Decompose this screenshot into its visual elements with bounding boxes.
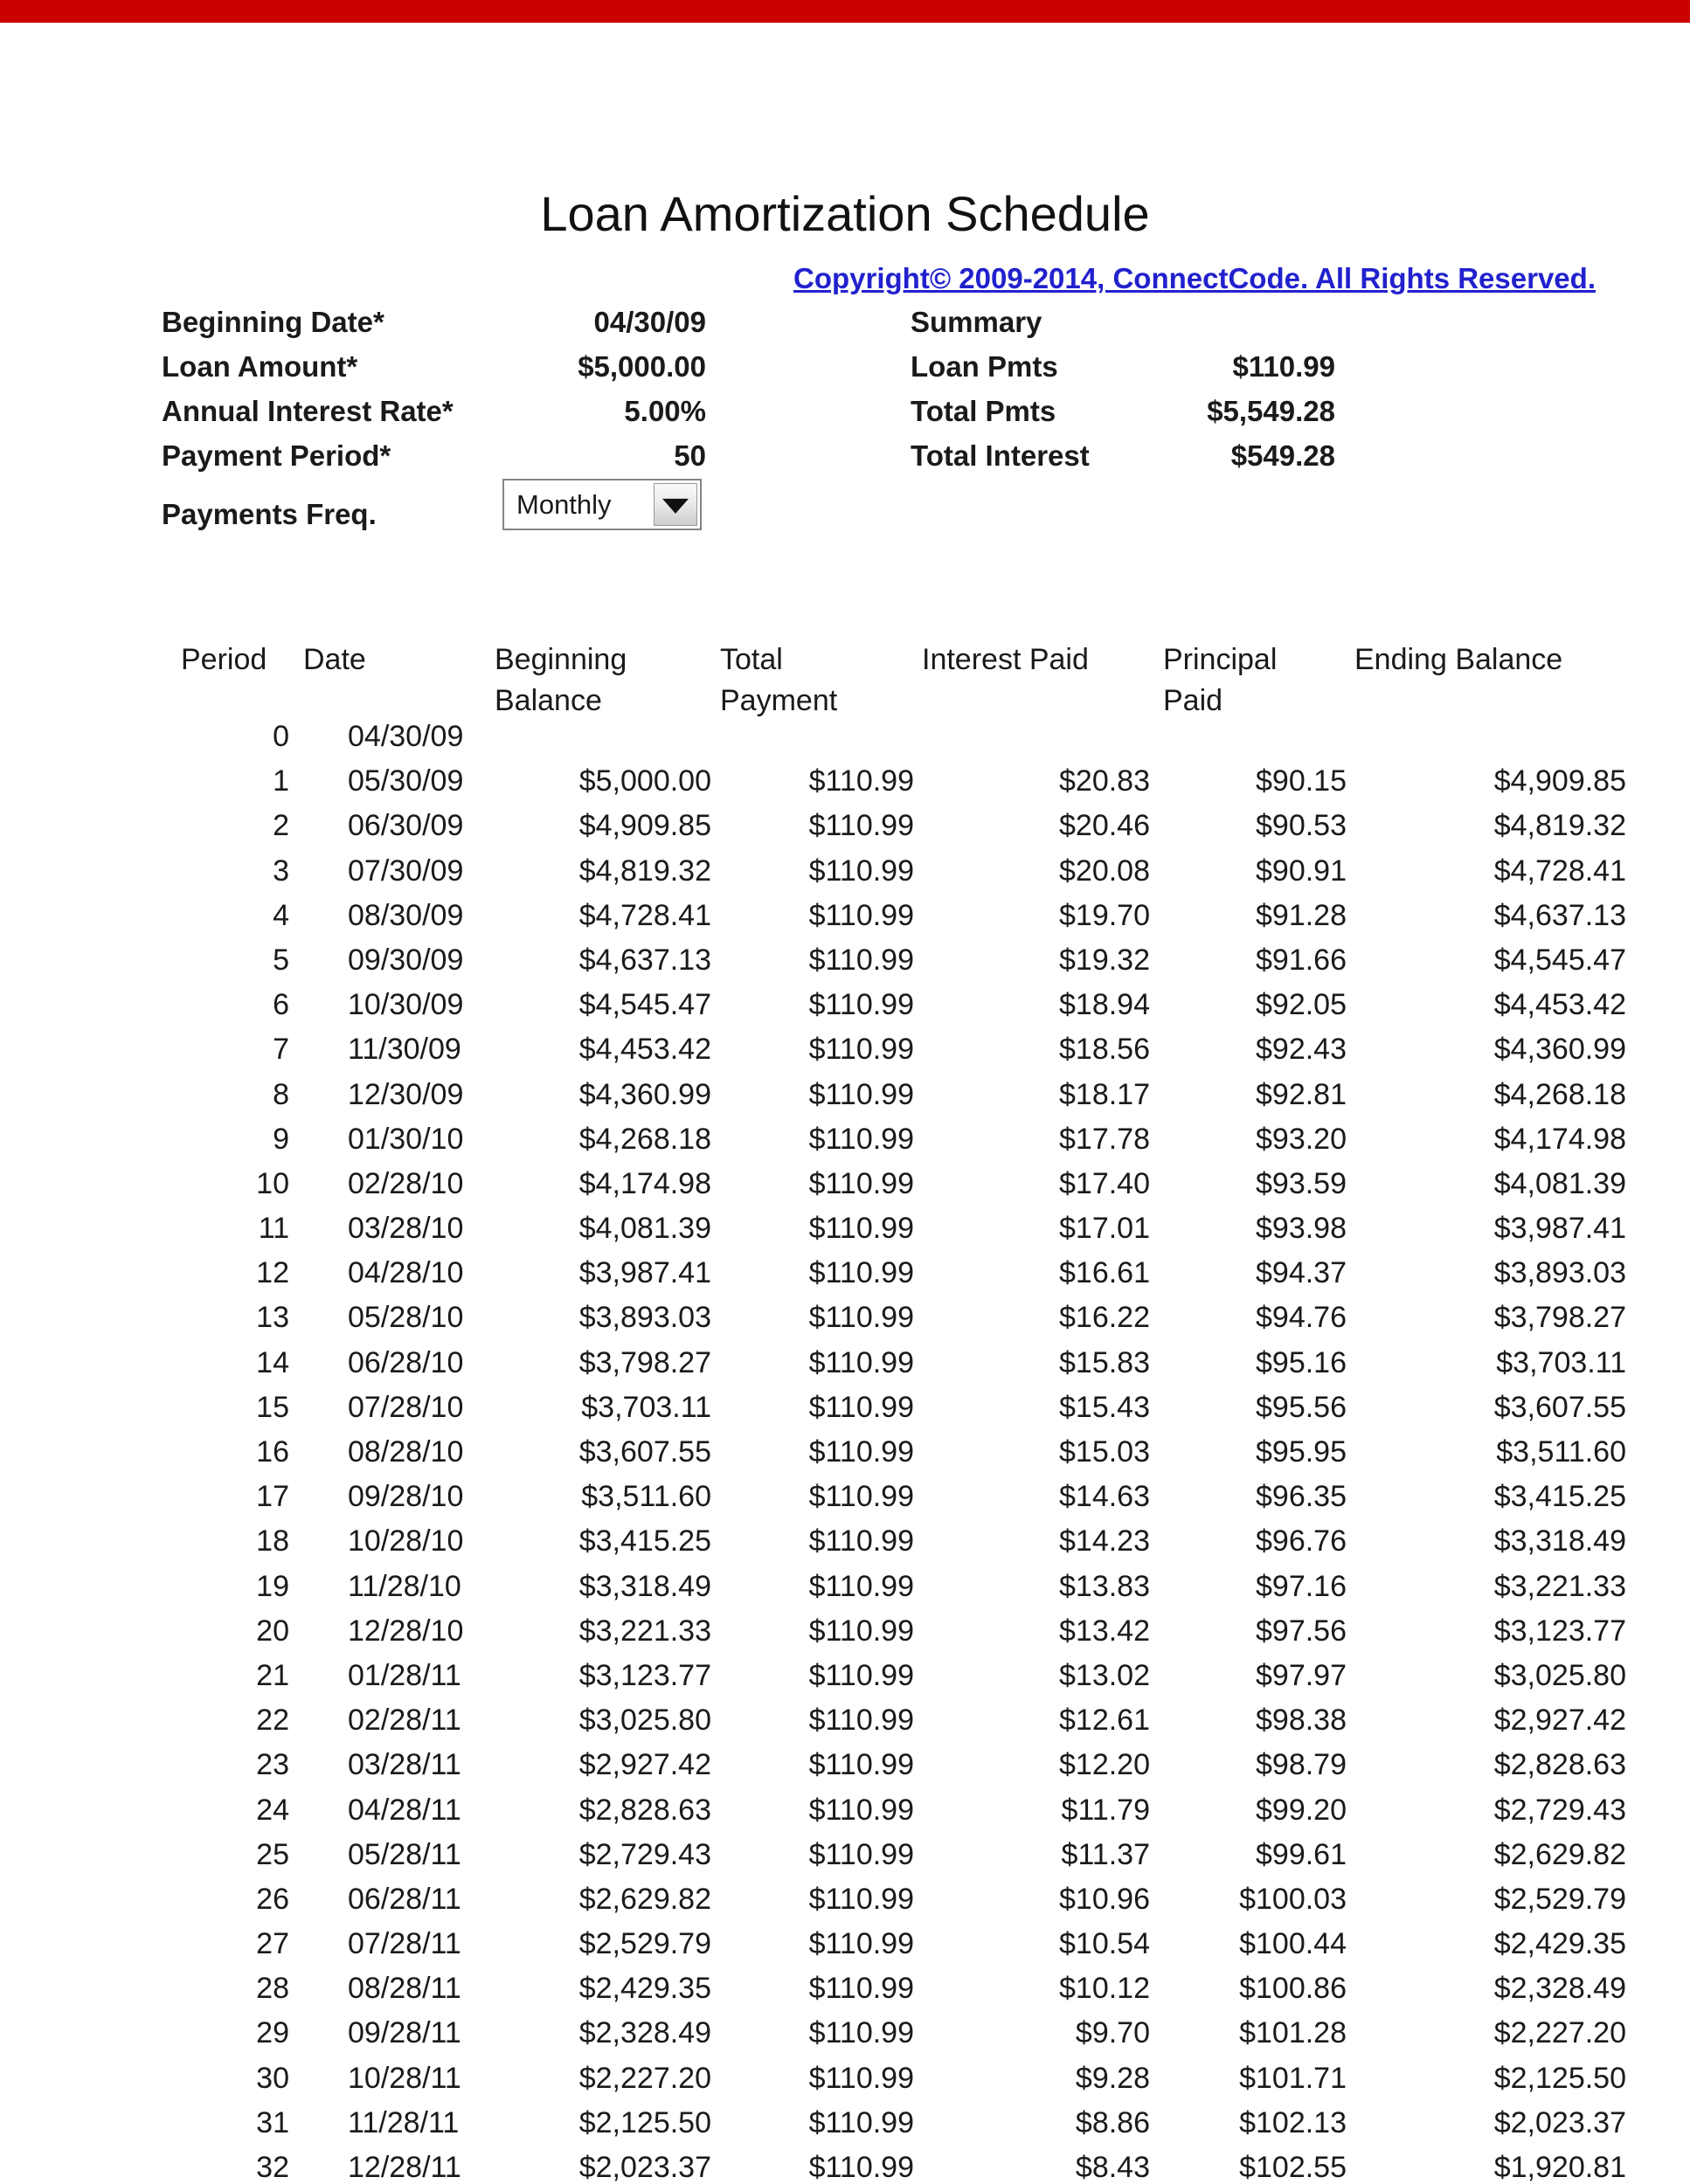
table-cell: $100.86 [1239, 1972, 1347, 2006]
table-cell: $8.86 [1075, 2105, 1150, 2139]
table-cell: $19.70 [1059, 898, 1150, 932]
table-cell: $4,360.99 [1493, 1033, 1626, 1067]
table-cell: $3,893.03 [578, 1301, 711, 1335]
table-cell: 11/28/10 [348, 1569, 461, 1603]
table-cell: $3,798.27 [578, 1345, 711, 1379]
table-cell: $3,987.41 [1493, 1212, 1626, 1246]
table-cell: 11/30/09 [348, 1033, 461, 1067]
table-cell: $4,081.39 [578, 1212, 711, 1246]
table-cell: $110.99 [808, 1212, 914, 1246]
table-row [0, 983, 1626, 1027]
table-cell: 9 [273, 1122, 289, 1156]
col-header-payment: Payment [720, 684, 838, 717]
annual-interest-rate-value[interactable]: 5.00% [624, 395, 706, 427]
page-title: Loan Amortization Schedule [540, 186, 1150, 241]
table-row [0, 1206, 1626, 1251]
table-row [0, 1833, 1626, 1877]
table-cell: $110.99 [808, 809, 914, 843]
table-cell: $3,607.55 [1493, 1390, 1626, 1424]
table-cell: 32 [256, 2151, 289, 2184]
table-row [0, 1519, 1626, 1564]
table-row [0, 1743, 1626, 1787]
total-pmts-label: Total Pmts [911, 395, 1056, 427]
table-cell: $16.22 [1059, 1301, 1150, 1335]
table-cell: $110.99 [808, 1166, 914, 1200]
col-header-paid: Paid [1163, 684, 1223, 717]
table-cell: $99.61 [1256, 1837, 1347, 1871]
table-cell: $3,318.49 [1493, 1524, 1626, 1559]
table-cell: 4 [273, 898, 289, 932]
table-cell: $4,819.32 [1493, 809, 1626, 843]
table-cell: $110.99 [808, 2061, 914, 2095]
table-cell: $3,025.80 [1493, 1658, 1626, 1692]
table-row [0, 1966, 1626, 2011]
table-cell: $12.20 [1059, 1748, 1150, 1782]
table-row [0, 1609, 1626, 1654]
table-cell: 03/28/11 [348, 1748, 461, 1782]
table-cell: $97.97 [1256, 1658, 1347, 1692]
table-cell: 11/28/11 [348, 2105, 460, 2139]
table-row [0, 2056, 1626, 2101]
table-cell: $9.28 [1075, 2061, 1150, 2095]
table-row [0, 1877, 1626, 1922]
table-cell: 07/30/09 [348, 854, 464, 888]
table-cell: $4,637.13 [1493, 898, 1626, 932]
table-cell: $95.56 [1256, 1390, 1347, 1424]
table-row [0, 1922, 1626, 1966]
table-cell: $110.99 [808, 764, 914, 798]
table-cell: $4,174.98 [1493, 1122, 1626, 1156]
table-cell: $2,023.37 [578, 2151, 711, 2184]
table-cell: 7 [273, 1033, 289, 1067]
table-row [0, 2146, 1626, 2184]
table-row [0, 849, 1626, 894]
table-cell: $18.56 [1059, 1033, 1150, 1067]
table-cell: $2,729.43 [578, 1837, 711, 1871]
table-cell: $9.70 [1075, 2016, 1150, 2050]
loan-amount-label: Loan Amount* [162, 350, 358, 383]
col-header-total: Total [720, 643, 783, 676]
table-cell: 01/28/11 [348, 1658, 461, 1692]
table-cell: 8 [273, 1077, 289, 1111]
table-cell: $98.38 [1256, 1704, 1347, 1738]
table-cell: $102.55 [1239, 2151, 1347, 2184]
table-cell: $91.28 [1256, 898, 1347, 932]
table-cell: $17.40 [1059, 1166, 1150, 1200]
table-cell: $2,227.20 [1493, 2016, 1626, 2050]
table-cell: $2,429.35 [578, 1972, 711, 2006]
table-cell: $110.99 [808, 898, 914, 932]
table-cell: $17.78 [1059, 1122, 1150, 1156]
table-cell: 12/30/09 [348, 1077, 464, 1111]
table-cell: 23 [256, 1748, 289, 1782]
table-cell: $99.20 [1256, 1793, 1347, 1827]
table-cell: $2,125.50 [1493, 2061, 1626, 2095]
payments-freq-label: Payments Freq. [162, 498, 377, 530]
payments-freq-dropdown[interactable] [502, 479, 702, 530]
col-header-ending-balance: Ending Balance [1354, 643, 1563, 676]
table-cell: $1,920.81 [1493, 2151, 1626, 2184]
table-cell: $2,828.63 [578, 1793, 711, 1827]
table-cell: 10 [256, 1166, 289, 1200]
loan-pmts-value: $110.99 [1232, 350, 1335, 383]
total-pmts-value: $5,549.28 [1207, 395, 1335, 427]
table-cell: 24 [256, 1793, 289, 1827]
table-cell: $110.99 [808, 2105, 914, 2139]
table-cell: $101.71 [1239, 2061, 1347, 2095]
table-cell: $101.28 [1239, 2016, 1347, 2050]
table-cell: $2,927.42 [1493, 1704, 1626, 1738]
table-cell: 27 [256, 1927, 289, 1961]
table-row [0, 1162, 1626, 1206]
table-cell: $10.12 [1059, 1972, 1150, 2006]
table-row [0, 894, 1626, 938]
table-cell: $4,728.41 [1493, 854, 1626, 888]
table-cell: 04/30/09 [348, 720, 464, 753]
table-cell: 15 [256, 1390, 289, 1424]
table-cell: $2,125.50 [578, 2105, 711, 2139]
table-row [0, 1251, 1626, 1296]
col-header-balance: Balance [495, 684, 602, 717]
table-cell: 09/30/09 [348, 943, 464, 977]
table-cell: $4,909.85 [1493, 764, 1626, 798]
table-cell: $110.99 [808, 1256, 914, 1290]
table-cell: $15.83 [1059, 1345, 1150, 1379]
table-cell: $110.99 [808, 2151, 914, 2184]
table-cell: 16 [256, 1435, 289, 1469]
loan-pmts-label: Loan Pmts [911, 350, 1058, 383]
table-cell: 30 [256, 2061, 289, 2095]
table-cell: 12 [256, 1256, 289, 1290]
table-cell: $19.32 [1059, 943, 1150, 977]
table-row [0, 1296, 1626, 1340]
table-cell: $3,025.80 [578, 1704, 711, 1738]
table-cell: $110.99 [808, 988, 914, 1022]
table-row [0, 1788, 1626, 1833]
table-cell: $3,511.60 [581, 1480, 711, 1514]
table-cell: 19 [256, 1569, 289, 1603]
table-cell: $92.81 [1256, 1077, 1347, 1111]
table-cell: $2,529.79 [578, 1927, 711, 1961]
summary-title: Summary [911, 306, 1042, 338]
table-cell: 14 [256, 1345, 289, 1379]
table-cell: $3,123.77 [578, 1658, 711, 1692]
dropdown-arrow-button[interactable] [654, 483, 697, 526]
table-cell: 01/30/10 [348, 1122, 464, 1156]
table-cell: 04/28/10 [348, 1256, 464, 1290]
table-cell: 1 [273, 764, 289, 798]
table-cell: $5,000.00 [578, 764, 711, 798]
table-row [0, 1073, 1626, 1117]
table-cell: $3,221.33 [1493, 1569, 1626, 1603]
table-cell: 12/28/10 [348, 1614, 464, 1648]
table-cell: $110.99 [808, 1837, 914, 1871]
table-row [0, 938, 1626, 983]
table-row [0, 1565, 1626, 1609]
table-cell: 05/28/11 [348, 1837, 461, 1871]
table-cell: 02/28/10 [348, 1166, 464, 1200]
table-cell: 10/30/09 [348, 988, 464, 1022]
table-cell: 29 [256, 2016, 289, 2050]
table-cell: $95.16 [1256, 1345, 1347, 1379]
table-cell: 5 [273, 943, 289, 977]
table-cell: $3,318.49 [578, 1569, 711, 1603]
table-cell: $4,545.47 [1493, 943, 1626, 977]
table-cell: $15.03 [1059, 1435, 1150, 1469]
table-row [0, 2011, 1626, 2056]
table-cell: $110.99 [808, 1658, 914, 1692]
table-cell: $4,819.32 [578, 854, 711, 888]
table-cell: 2 [273, 809, 289, 843]
top-red-bar [0, 0, 1690, 23]
table-cell: $4,728.41 [578, 898, 711, 932]
table-cell: $100.44 [1239, 1927, 1347, 1961]
table-cell: 20 [256, 1614, 289, 1648]
table-cell: $110.99 [808, 1301, 914, 1335]
table-cell: 06/30/09 [348, 809, 464, 843]
table-cell: 02/28/11 [348, 1704, 461, 1738]
table-cell: $110.99 [808, 1390, 914, 1424]
table-cell: $110.99 [808, 1704, 914, 1738]
table-cell: 08/30/09 [348, 898, 464, 932]
table-cell: $110.99 [808, 1972, 914, 2006]
table-cell: 07/28/11 [348, 1927, 461, 1961]
table-row [0, 1341, 1626, 1386]
table-cell: $4,360.99 [578, 1077, 711, 1111]
loan-amount-value[interactable]: $5,000.00 [578, 350, 706, 383]
table-cell: $96.76 [1256, 1524, 1347, 1559]
table-cell: 04/28/11 [348, 1793, 461, 1827]
table-cell: $12.61 [1059, 1704, 1150, 1738]
table-cell: $4,637.13 [578, 943, 711, 977]
table-cell: $17.01 [1059, 1212, 1150, 1246]
table-cell [711, 715, 914, 759]
table-cell: $4,545.47 [578, 988, 711, 1022]
col-header-date: Date [303, 643, 366, 676]
table-cell: 07/28/10 [348, 1390, 464, 1424]
table-cell: $93.59 [1256, 1166, 1347, 1200]
table-cell: $10.54 [1059, 1927, 1150, 1961]
table-cell: 05/30/09 [348, 764, 464, 798]
table-row [0, 1698, 1626, 1743]
table-cell: $2,629.82 [1493, 1837, 1626, 1871]
table-cell: $2,729.43 [1493, 1793, 1626, 1827]
table-cell: $92.43 [1256, 1033, 1347, 1067]
table-cell: $18.17 [1059, 1077, 1150, 1111]
table-cell [1150, 715, 1347, 759]
table-cell [914, 715, 1150, 759]
table-cell: 03/28/10 [348, 1212, 464, 1246]
table-row [0, 759, 1626, 804]
table-cell: $110.99 [808, 2016, 914, 2050]
table-cell: $4,268.18 [578, 1122, 711, 1156]
table-cell: 31 [256, 2105, 289, 2139]
table-cell: 12/28/11 [348, 2151, 461, 2184]
table-cell: $91.66 [1256, 943, 1347, 977]
table-cell: $3,123.77 [1493, 1614, 1626, 1648]
table-row [0, 1386, 1626, 1430]
table-cell: $2,227.20 [578, 2061, 711, 2095]
col-header-beginning: Beginning [495, 643, 627, 676]
table-cell: $95.95 [1256, 1435, 1347, 1469]
table-cell: $3,221.33 [578, 1614, 711, 1648]
table-cell: $18.94 [1059, 988, 1150, 1022]
table-cell: $16.61 [1059, 1256, 1150, 1290]
table-cell: $4,453.42 [578, 1033, 711, 1067]
table-cell: $4,174.98 [578, 1166, 711, 1200]
col-header-interest-paid: Interest Paid [922, 643, 1089, 676]
table-cell: $11.79 [1061, 1793, 1150, 1827]
table-cell: $4,081.39 [1493, 1166, 1626, 1200]
table-cell: $14.63 [1059, 1480, 1150, 1514]
table-cell: $110.99 [808, 1480, 914, 1514]
table-row [0, 1475, 1626, 1519]
table-cell: $15.43 [1059, 1390, 1150, 1424]
table-cell: 11 [258, 1212, 289, 1246]
table-cell: $3,511.60 [1496, 1435, 1626, 1469]
table-cell: $2,023.37 [1493, 2105, 1626, 2139]
table-cell: 6 [273, 988, 289, 1022]
table-cell: $13.83 [1059, 1569, 1150, 1603]
table-cell: $3,893.03 [1493, 1256, 1626, 1290]
table-cell: $98.79 [1256, 1748, 1347, 1782]
table-row [0, 2101, 1626, 2146]
table-cell: $3,703.11 [1496, 1345, 1626, 1379]
table-cell: $2,529.79 [1493, 1882, 1626, 1916]
table-cell: $2,828.63 [1493, 1748, 1626, 1782]
col-header-principal: Principal [1163, 643, 1278, 676]
table-cell: $96.35 [1256, 1480, 1347, 1514]
table-cell: $110.99 [808, 1569, 914, 1603]
dropdown-selected-value: Monthly [516, 489, 612, 520]
table-cell: $8.43 [1075, 2151, 1150, 2184]
table-cell: 06/28/10 [348, 1345, 464, 1379]
table-cell: $102.13 [1239, 2105, 1347, 2139]
table-cell: $13.02 [1059, 1658, 1150, 1692]
table-cell: $110.99 [808, 943, 914, 977]
table-row [0, 715, 1626, 759]
table-cell [489, 715, 711, 759]
table-cell: 21 [256, 1658, 289, 1692]
table-cell: $2,429.35 [1493, 1927, 1626, 1961]
table-cell: $110.99 [808, 1033, 914, 1067]
table-cell: $110.99 [808, 1614, 914, 1648]
table-cell: $110.99 [808, 1927, 914, 1961]
table-cell: $110.99 [808, 1748, 914, 1782]
table-row [0, 1117, 1626, 1162]
table-cell: $11.37 [1061, 1837, 1150, 1871]
table-cell: $3,703.11 [581, 1390, 711, 1424]
table-cell: 28 [256, 1972, 289, 2006]
table-row [0, 1654, 1626, 1698]
table-cell: $2,328.49 [1493, 1972, 1626, 2006]
table-cell: $2,629.82 [578, 1882, 711, 1916]
table-cell: 25 [256, 1837, 289, 1871]
table-cell: 17 [256, 1480, 289, 1514]
table-cell: $2,328.49 [578, 2016, 711, 2050]
table-cell: $4,909.85 [578, 809, 711, 843]
table-cell: 22 [256, 1704, 289, 1738]
total-interest-label: Total Interest [911, 439, 1090, 472]
table-cell: 05/28/10 [348, 1301, 464, 1335]
table-cell: $92.05 [1256, 988, 1347, 1022]
table-cell: $3,987.41 [578, 1256, 711, 1290]
payment-period-value[interactable]: 50 [674, 439, 706, 472]
table-cell: $10.96 [1059, 1882, 1150, 1916]
payment-period-label: Payment Period* [162, 439, 391, 472]
table-row [0, 1430, 1626, 1475]
table-cell: $110.99 [808, 1345, 914, 1379]
table-cell: $3,607.55 [578, 1435, 711, 1469]
table-cell: $100.03 [1239, 1882, 1347, 1916]
table-cell: 08/28/11 [348, 1972, 461, 2006]
table-cell: $93.20 [1256, 1122, 1347, 1156]
table-cell: 10/28/11 [348, 2061, 461, 2095]
table-cell: $90.15 [1256, 764, 1347, 798]
table-cell: 09/28/11 [348, 2016, 461, 2050]
table-cell: $110.99 [808, 854, 914, 888]
table-cell: $97.56 [1256, 1614, 1347, 1648]
chevron-down-icon [662, 498, 689, 513]
table-cell: $3,415.25 [578, 1524, 711, 1559]
table-cell: 3 [273, 854, 289, 888]
table-cell: 06/28/11 [348, 1882, 461, 1916]
table-cell: $93.98 [1256, 1212, 1347, 1246]
col-header-period: Period [181, 643, 267, 676]
table-cell: $90.53 [1256, 809, 1347, 843]
table-cell: $4,268.18 [1493, 1077, 1626, 1111]
table-cell: $110.99 [808, 1077, 914, 1111]
table-cell: 09/28/10 [348, 1480, 464, 1514]
copyright-link[interactable]: Copyright© 2009-2014, ConnectCode. All Rights Reserved. [793, 262, 1596, 294]
amortization-table [0, 715, 1626, 2184]
table-cell: $94.37 [1256, 1256, 1347, 1290]
table-cell: $97.16 [1256, 1569, 1347, 1603]
table-cell: $3,415.25 [1493, 1480, 1626, 1514]
table-cell: 18 [256, 1524, 289, 1559]
table-cell: $13.42 [1059, 1614, 1150, 1648]
table-cell: $4,453.42 [1493, 988, 1626, 1022]
table-cell: $110.99 [808, 1524, 914, 1559]
table-cell: $20.46 [1059, 809, 1150, 843]
beginning-date-value[interactable]: 04/30/09 [593, 306, 706, 338]
table-row [0, 1027, 1626, 1072]
table-cell: 0 [273, 720, 289, 753]
total-interest-value: $549.28 [1230, 439, 1335, 472]
table-cell: $110.99 [808, 1793, 914, 1827]
table-cell: 08/28/10 [348, 1435, 464, 1469]
table-cell: $110.99 [808, 1882, 914, 1916]
table-cell: $14.23 [1059, 1524, 1150, 1559]
table-cell: 10/28/10 [348, 1524, 464, 1559]
table-cell: 13 [256, 1301, 289, 1335]
table-cell [1347, 715, 1626, 759]
table-cell: 26 [256, 1882, 289, 1916]
table-row [0, 804, 1626, 848]
table-cell: $110.99 [808, 1435, 914, 1469]
table-cell: $90.91 [1256, 854, 1347, 888]
table-cell: $20.08 [1059, 854, 1150, 888]
beginning-date-label: Beginning Date* [162, 306, 384, 338]
table-cell: $20.83 [1059, 764, 1150, 798]
table-cell: $94.76 [1256, 1301, 1347, 1335]
table-cell: $2,927.42 [578, 1748, 711, 1782]
table-cell: $110.99 [808, 1122, 914, 1156]
table-cell: $3,798.27 [1493, 1301, 1626, 1335]
annual-interest-rate-label: Annual Interest Rate* [162, 395, 454, 427]
